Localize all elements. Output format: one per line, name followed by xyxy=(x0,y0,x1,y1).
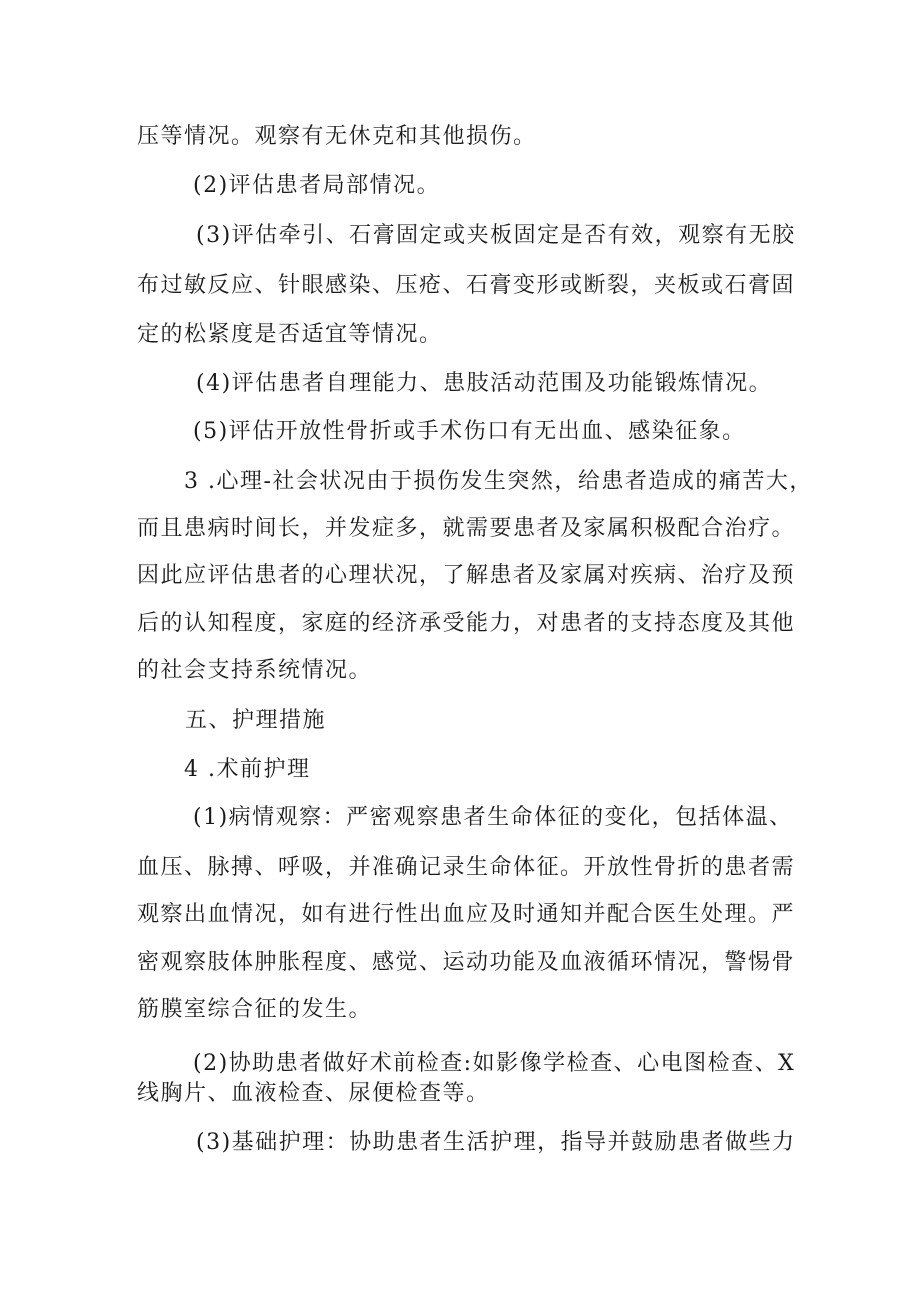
paragraph-line: 3 .心理-社会状况由于损伤发生突然，给患者造成的痛苦大， xyxy=(184,469,813,494)
paragraph-line: (3)评估牵引、石膏固定或夹板固定是否有效，观察有无胶 xyxy=(196,223,796,248)
paragraph-line: (5)评估开放性骨折或手术伤口有无出血、感染征象。 xyxy=(193,419,746,444)
paragraph-line: 布过敏反应、针眼感染、压疮、石膏变形或断裂，夹板或石膏固 xyxy=(137,273,796,298)
paragraph-line: (2)评估患者局部情况。 xyxy=(193,173,441,198)
paragraph-line: (2)协助患者做好术前检查:如影像学检查、心电图检查、X xyxy=(193,1051,796,1076)
paragraph-line: 密观察肢体肿胀程度、感觉、运动功能及血液循环情况，警惕骨 xyxy=(137,950,796,975)
paragraph-line: 压等情况。观察有无休克和其他损伤。 xyxy=(137,124,537,149)
paragraph-line: (3)基础护理：协助患者生活护理，指导并鼓励患者做些力 xyxy=(196,1130,796,1155)
paragraph-line: (1)病情观察：严密观察患者生命体征的变化，包括体温、 xyxy=(193,805,793,830)
paragraph-line: 而且患病时间长，并发症多，就需要患者及家属积极配合治疗。 xyxy=(137,516,796,541)
paragraph-line: 因此应评估患者的心理状况，了解患者及家属对疾病、治疗及预 xyxy=(137,563,796,588)
paragraph-line: 观察出血情况，如有进行性出血应及时通知并配合医生处理。严 xyxy=(137,902,796,927)
paragraph-line: (4)评估患者自理能力、患肢活动范围及功能锻炼情况。 xyxy=(196,371,773,396)
paragraph-line: 血压、脉搏、呼吸，并准确记录生命体征。开放性骨折的患者需 xyxy=(137,855,796,880)
section-heading: 五、护理措施 xyxy=(185,708,327,733)
paragraph-line: 定的松紧度是否适宜等情况。 xyxy=(137,322,443,347)
paragraph-line: 后的认知程度，家庭的经济承受能力，对患者的支持态度及其他 xyxy=(137,611,796,636)
paragraph-line: 的社会支持系统情况。 xyxy=(137,658,373,683)
subsection-heading: 4 .术前护理 xyxy=(184,757,311,782)
paragraph-line: 线胸片、血液检查、尿便检查等。 xyxy=(137,1081,490,1106)
paragraph-line: 筋膜室综合征的发生。 xyxy=(137,997,373,1022)
